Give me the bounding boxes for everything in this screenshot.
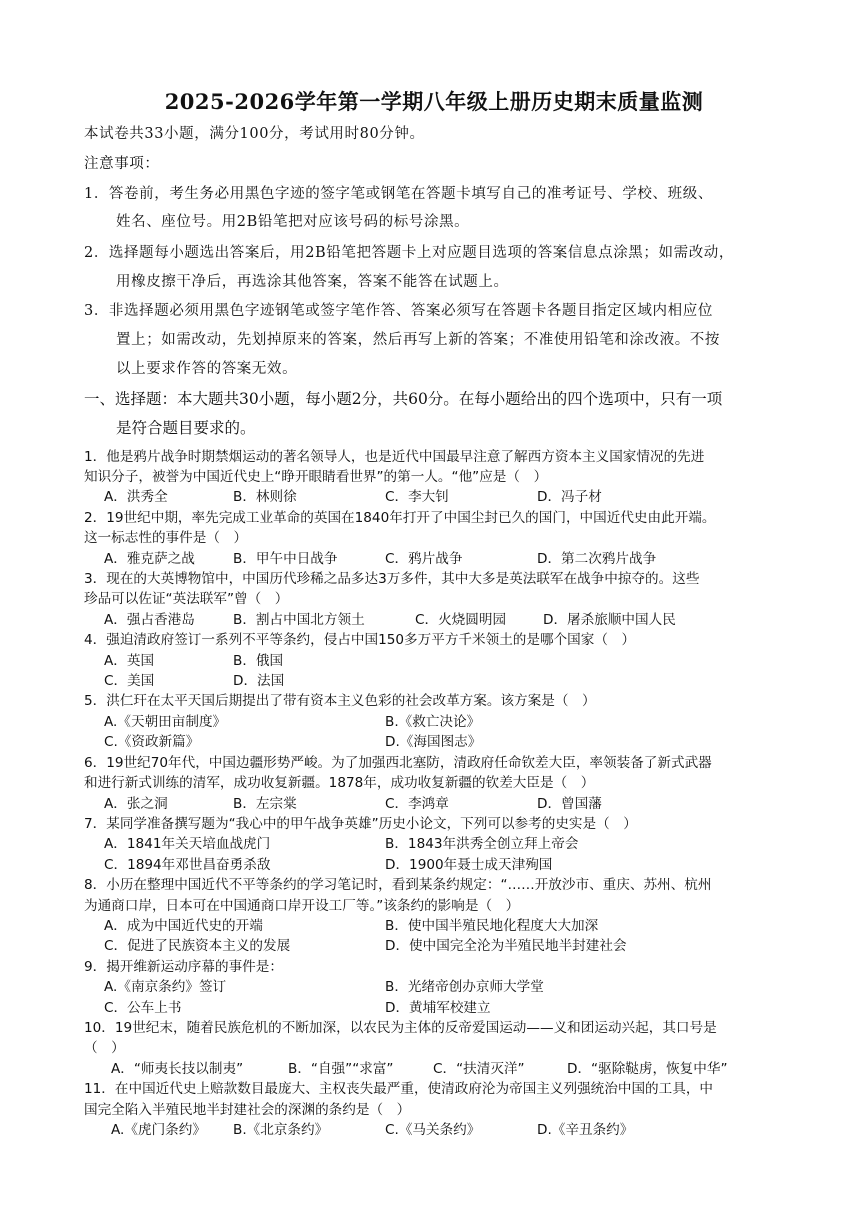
question-3-option-d[interactable]: D．屠杀旅顺中国人民	[543, 612, 676, 628]
question-6-option-a[interactable]: A．张之洞	[104, 796, 168, 812]
question-8-stem-line-1: 8．小历在整理中国近代不平等条约的学习笔记时，看到某条约规定：“……开放沙市、重庆、苏州、杭州	[84, 877, 712, 893]
question-3-option-b[interactable]: B．割占中国北方领土	[233, 612, 365, 628]
question-9-option-c[interactable]: C．公车上书	[104, 1000, 182, 1016]
question-2-option-d[interactable]: D．第二次鸦片战争	[537, 551, 657, 567]
question-1-option-c[interactable]: C．李大钊	[385, 489, 449, 505]
question-7-option-d[interactable]: D．1900年聂士成天津殉国	[385, 857, 553, 873]
question-3-option-a[interactable]: A．强占香港岛	[104, 612, 195, 628]
question-9-stem-line-1: 9．揭开维新运动序幕的事件是：	[84, 959, 283, 975]
question-10-stem-line-2: （ ）	[84, 1040, 125, 1056]
notice-2-line-2: 用橡皮擦干净后，再选涂其他答案，答案不能答在试题上。	[116, 274, 509, 290]
question-8-option-a[interactable]: A．成为中国近代史的开端	[104, 918, 263, 934]
notice-2-line-1: 2．选择题每小题选出答案后，用2B铅笔把答题卡上对应题目选项的答案信息点涂黑；如需改动，	[84, 245, 735, 261]
question-1-stem-line-1: 1．他是鸦片战争时期禁烟运动的著名领导人，也是近代中国最早注意了解西方资本主义国家情况的先进	[84, 449, 705, 465]
question-4-option-b[interactable]: B．俄国	[233, 653, 284, 669]
question-10-stem-line-1: 10．19世纪末，随着民族危机的不断加深，以农民为主体的反帝爱国运动——义和团运动兴起，其口号是	[84, 1020, 717, 1036]
question-11-option-a[interactable]: A.《虎门条约》	[111, 1122, 206, 1138]
question-8-option-d[interactable]: D．使中国完全沦为半殖民地半封建社会	[385, 938, 627, 954]
question-4-option-a[interactable]: A．英国	[104, 653, 155, 669]
question-6-option-b[interactable]: B．左宗棠	[233, 796, 297, 812]
question-9-option-b[interactable]: B．光绪帝创办京师大学堂	[385, 979, 544, 995]
notice-3-line-2: 置上；如需改动，先划掉原来的答案，然后再写上新的答案；不准使用铅笔和涂改液。不按	[116, 332, 720, 348]
question-2-option-b[interactable]: B．甲午中日战争	[233, 551, 338, 567]
question-7-option-b[interactable]: B．1843年洪秀全创立拜上帝会	[385, 836, 579, 852]
question-7-option-c[interactable]: C．1894年邓世昌奋勇杀敌	[104, 857, 271, 873]
exam-intro: 本试卷共33小题，满分100分，考试用时80分钟。	[84, 126, 425, 142]
question-6-option-d[interactable]: D．曾国藩	[537, 796, 602, 812]
question-11-stem-line-1: 11．在中国近代史上赔款数目最庞大、主权丧失最严重，使清政府沦为帝国主义列强统治中国的工具，中	[84, 1081, 714, 1097]
question-1-option-d[interactable]: D．冯子材	[537, 489, 602, 505]
question-5-option-a[interactable]: A.《天朝田亩制度》	[104, 714, 227, 730]
notice-3-line-1: 3．非选择题必须用黑色字迹钢笔或签字笔作答、答案必须写在答题卡各题目指定区域内相应位	[84, 303, 713, 319]
notice-heading: 注意事项：	[84, 156, 160, 172]
question-10-option-d[interactable]: D．“驱除鞑虏，恢复中华”	[567, 1061, 728, 1077]
question-8-option-b[interactable]: B．使中国半殖民地化程度大大加深	[385, 918, 599, 934]
question-3-option-c[interactable]: C．火烧圆明园	[415, 612, 507, 628]
question-10-option-b[interactable]: B．“自强”“求富”	[288, 1061, 394, 1077]
question-3-stem-line-2: 珍品可以佐证“英法联军”曾（ ）	[84, 591, 289, 607]
page-title: 2025-2026学年第一学期八年级上册历史期末质量监测	[164, 89, 704, 114]
question-2-option-a[interactable]: A．雅克萨之战	[104, 551, 195, 567]
notice-1-line-1: 1．答卷前，考生务必用黑色字迹的签字笔或钢笔在答题卡填写自己的准考证号、学校、班级、	[84, 186, 713, 202]
question-4-option-c[interactable]: C．美国	[104, 673, 155, 689]
question-2-stem-line-1: 2．19世纪中期，率先完成工业革命的英国在1840年打开了中国尘封已久的国门，中国近代史由此开端。	[84, 510, 716, 526]
question-11-option-c[interactable]: C.《马关条约》	[385, 1122, 481, 1138]
question-7-stem-line-1: 7．某同学准备撰写题为“我心中的甲午战争英雄”历史小论文，下列可以参考的史实是（ ）	[84, 816, 637, 832]
question-1-option-b[interactable]: B．林则徐	[233, 489, 297, 505]
question-6-stem-line-2: 和进行新式训练的清军，成功收复新疆。1878年，成功收复新疆的钦差大臣是（ ）	[84, 775, 595, 791]
question-11-option-b[interactable]: B.《北京条约》	[233, 1122, 329, 1138]
question-5-option-d[interactable]: D.《海国图志》	[385, 734, 482, 750]
question-5-option-c[interactable]: C.《资政新篇》	[104, 734, 200, 750]
question-4-stem-line-1: 4．强迫清政府签订一系列不平等条约，侵占中国150多万平方千米领土的是哪个国家（ ）	[84, 632, 636, 648]
question-8-option-c[interactable]: C．促进了民族资本主义的发展	[104, 938, 291, 954]
question-11-option-d[interactable]: D.《辛丑条约》	[537, 1122, 634, 1138]
question-10-option-a[interactable]: A．“师夷长技以制夷”	[111, 1061, 244, 1077]
question-10-option-c[interactable]: C．“扶清灭洋”	[433, 1061, 525, 1077]
section-heading-line-1: 一、选择题：本大题共30小题，每小题2分，共60分。在每小题给出的四个选项中，只有一项	[84, 390, 723, 408]
question-2-stem-line-2: 这一标志性的事件是（ ）	[84, 530, 248, 546]
question-9-option-d[interactable]: D．黄埔军校建立	[385, 1000, 491, 1016]
question-8-stem-line-2: 为通商口岸，日本可在中国通商口岸开设工厂等。”该条约的影响是（ ）	[84, 898, 520, 914]
question-1-stem-line-2: 知识分子，被誉为中国近代史上“睁开眼睛看世界”的第一人。“他”应是（ ）	[84, 469, 548, 485]
question-5-option-b[interactable]: B.《救亡决论》	[385, 714, 481, 730]
question-3-stem-line-1: 3．现在的大英博物馆中，中国历代珍稀之品多达3万多件，其中大多是英法联军在战争中掠夺的。这些	[84, 571, 700, 587]
question-4-option-d[interactable]: D．法国	[233, 673, 285, 689]
question-9-option-a[interactable]: A.《南京条约》签订	[104, 979, 227, 995]
question-2-option-c[interactable]: C．鸦片战争	[385, 551, 463, 567]
question-6-option-c[interactable]: C．李鸿章	[385, 796, 449, 812]
question-5-stem-line-1: 5．洪仁玕在太平天国后期提出了带有资本主义色彩的社会改革方案。该方案是（ ）	[84, 693, 596, 709]
section-heading-line-2: 是符合题目要求的。	[116, 419, 256, 437]
question-6-stem-line-1: 6．19世纪70年代，中国边疆形势严峻。为了加强西北塞防，清政府任命钦差大臣，率领装备了新式武器	[84, 755, 712, 771]
notice-1-line-2: 姓名、座位号。用2B铅笔把对应该号码的标号涂黑。	[116, 214, 470, 230]
question-1-option-a[interactable]: A．洪秀全	[104, 489, 168, 505]
notice-3-line-3: 以上要求作答的答案无效。	[116, 361, 298, 377]
question-11-stem-line-2: 国完全陷入半殖民地半封建社会的深渊的条约是（ ）	[84, 1102, 411, 1118]
question-7-option-a[interactable]: A．1841年关天培血战虎门	[104, 836, 271, 852]
